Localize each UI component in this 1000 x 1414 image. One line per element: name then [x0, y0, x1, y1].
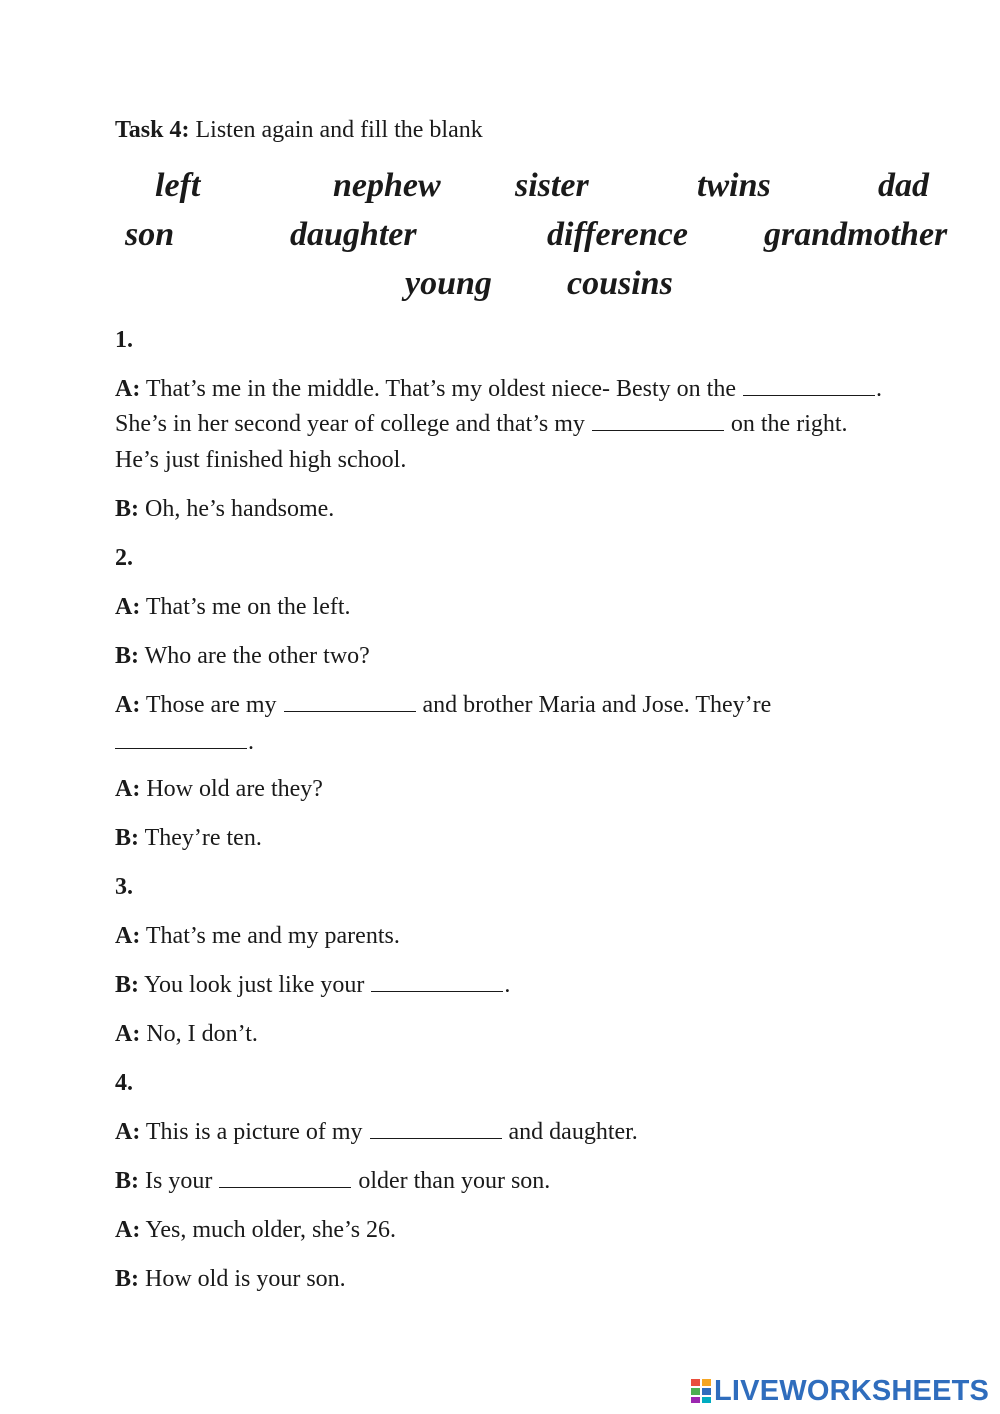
- dialogue-line: [115, 375, 882, 403]
- word-bank-item: left: [155, 167, 201, 204]
- dialogue-line: [115, 1118, 638, 1146]
- dialogue-text: on the right.: [724, 411, 848, 437]
- task-heading: [115, 116, 483, 144]
- answer-blank[interactable]: [370, 1118, 502, 1139]
- speaker-label: A:: [115, 776, 141, 802]
- word-bank-item: twins: [697, 167, 771, 204]
- speaker-label: A:: [115, 1217, 141, 1243]
- task-instruction: Listen again and fill the blank: [189, 117, 483, 143]
- section-number: 2.: [115, 545, 133, 571]
- dialogue-line: [115, 1167, 550, 1195]
- dialogue-text: Those are my: [140, 692, 283, 718]
- speaker-label: B:: [115, 496, 139, 522]
- speaker-label: A:: [115, 1119, 141, 1145]
- word-bank-item: son: [125, 216, 175, 253]
- answer-blank[interactable]: [284, 691, 416, 712]
- word-bank-item: cousins: [567, 265, 673, 302]
- word-bank-item: nephew: [333, 167, 441, 204]
- word-bank-item: grandmother: [764, 216, 948, 253]
- dialogue-line: [115, 971, 510, 999]
- dialogue-line-continued: [115, 728, 254, 756]
- word-bank-item: difference: [547, 216, 688, 253]
- dialogue-text: They’re ten.: [139, 825, 262, 851]
- dialogue-line: [115, 1020, 258, 1048]
- dialogue-text: He’s just finished high school.: [115, 447, 407, 473]
- speaker-label: A:: [115, 594, 141, 620]
- dialogue-text: How old is your son.: [139, 1266, 346, 1292]
- speaker-label: B:: [115, 643, 139, 669]
- answer-blank[interactable]: [743, 375, 875, 396]
- answer-blank[interactable]: [592, 410, 724, 431]
- dialogue-text: older than your son.: [352, 1168, 551, 1194]
- dialogue-text: That’s me on the left.: [140, 594, 351, 620]
- dialogue-line: [115, 1216, 396, 1244]
- dialogue-text: How old are they?: [140, 776, 323, 802]
- section-number: 4.: [115, 1070, 133, 1096]
- section-number: 3.: [115, 874, 133, 900]
- word-bank-item: young: [405, 265, 492, 302]
- dialogue-line: [115, 691, 771, 719]
- dialogue-text: .: [504, 972, 511, 998]
- dialogue-text: That’s me in the middle. That’s my oldest niece- Besty on the: [140, 376, 743, 402]
- dialogue-text: .: [876, 376, 883, 402]
- speaker-label: B:: [115, 1266, 139, 1292]
- dialogue-text: You look just like your: [139, 972, 371, 998]
- dialogue-text: Yes, much older, she’s 26.: [140, 1217, 397, 1243]
- dialogue-text: That’s me and my parents.: [140, 923, 400, 949]
- dialogue-text: This is a picture of my: [140, 1119, 369, 1145]
- dialogue-line-continued: [115, 410, 848, 438]
- word-bank-item: sister: [515, 167, 589, 204]
- task-label: Task 4:: [115, 117, 190, 143]
- section-number: 1.: [115, 327, 133, 353]
- dialogue-text: and brother Maria and Jose. They’re: [416, 692, 772, 718]
- dialogue-line: [115, 495, 334, 523]
- dialogue-text: and daughter.: [502, 1119, 638, 1145]
- dialogue-line: [115, 922, 400, 950]
- dialogue-text: Oh, he’s handsome.: [139, 496, 335, 522]
- speaker-label: B:: [115, 972, 139, 998]
- dialogue-text: She’s in her second year of college and that’s my: [115, 411, 591, 437]
- dialogue-line-continued: [115, 446, 406, 474]
- liveworksheets-logo-icon: [690, 1378, 712, 1404]
- dialogue-text: Is your: [139, 1168, 219, 1194]
- speaker-label: B:: [115, 1168, 139, 1194]
- dialogue-text: Who are the other two?: [139, 643, 370, 669]
- speaker-label: A:: [115, 692, 141, 718]
- speaker-label: B:: [115, 825, 139, 851]
- dialogue-line: [115, 642, 370, 670]
- liveworksheets-logo: [690, 1376, 989, 1406]
- speaker-label: A:: [115, 923, 141, 949]
- dialogue-text: .: [248, 729, 254, 755]
- answer-blank[interactable]: [219, 1167, 351, 1188]
- dialogue-line: [115, 824, 262, 852]
- speaker-label: A:: [115, 376, 141, 402]
- answer-blank[interactable]: [371, 971, 503, 992]
- word-bank-item: daughter: [290, 216, 417, 253]
- dialogue-text: No, I don’t.: [140, 1021, 258, 1047]
- speaker-label: A:: [115, 1021, 141, 1047]
- word-bank-item: dad: [878, 167, 929, 204]
- dialogue-line: [115, 775, 323, 803]
- dialogue-line: [115, 1265, 346, 1293]
- dialogue-line: [115, 593, 351, 621]
- answer-blank[interactable]: [115, 728, 247, 749]
- liveworksheets-brand: LIVEWORKSHEETS: [714, 1375, 990, 1407]
